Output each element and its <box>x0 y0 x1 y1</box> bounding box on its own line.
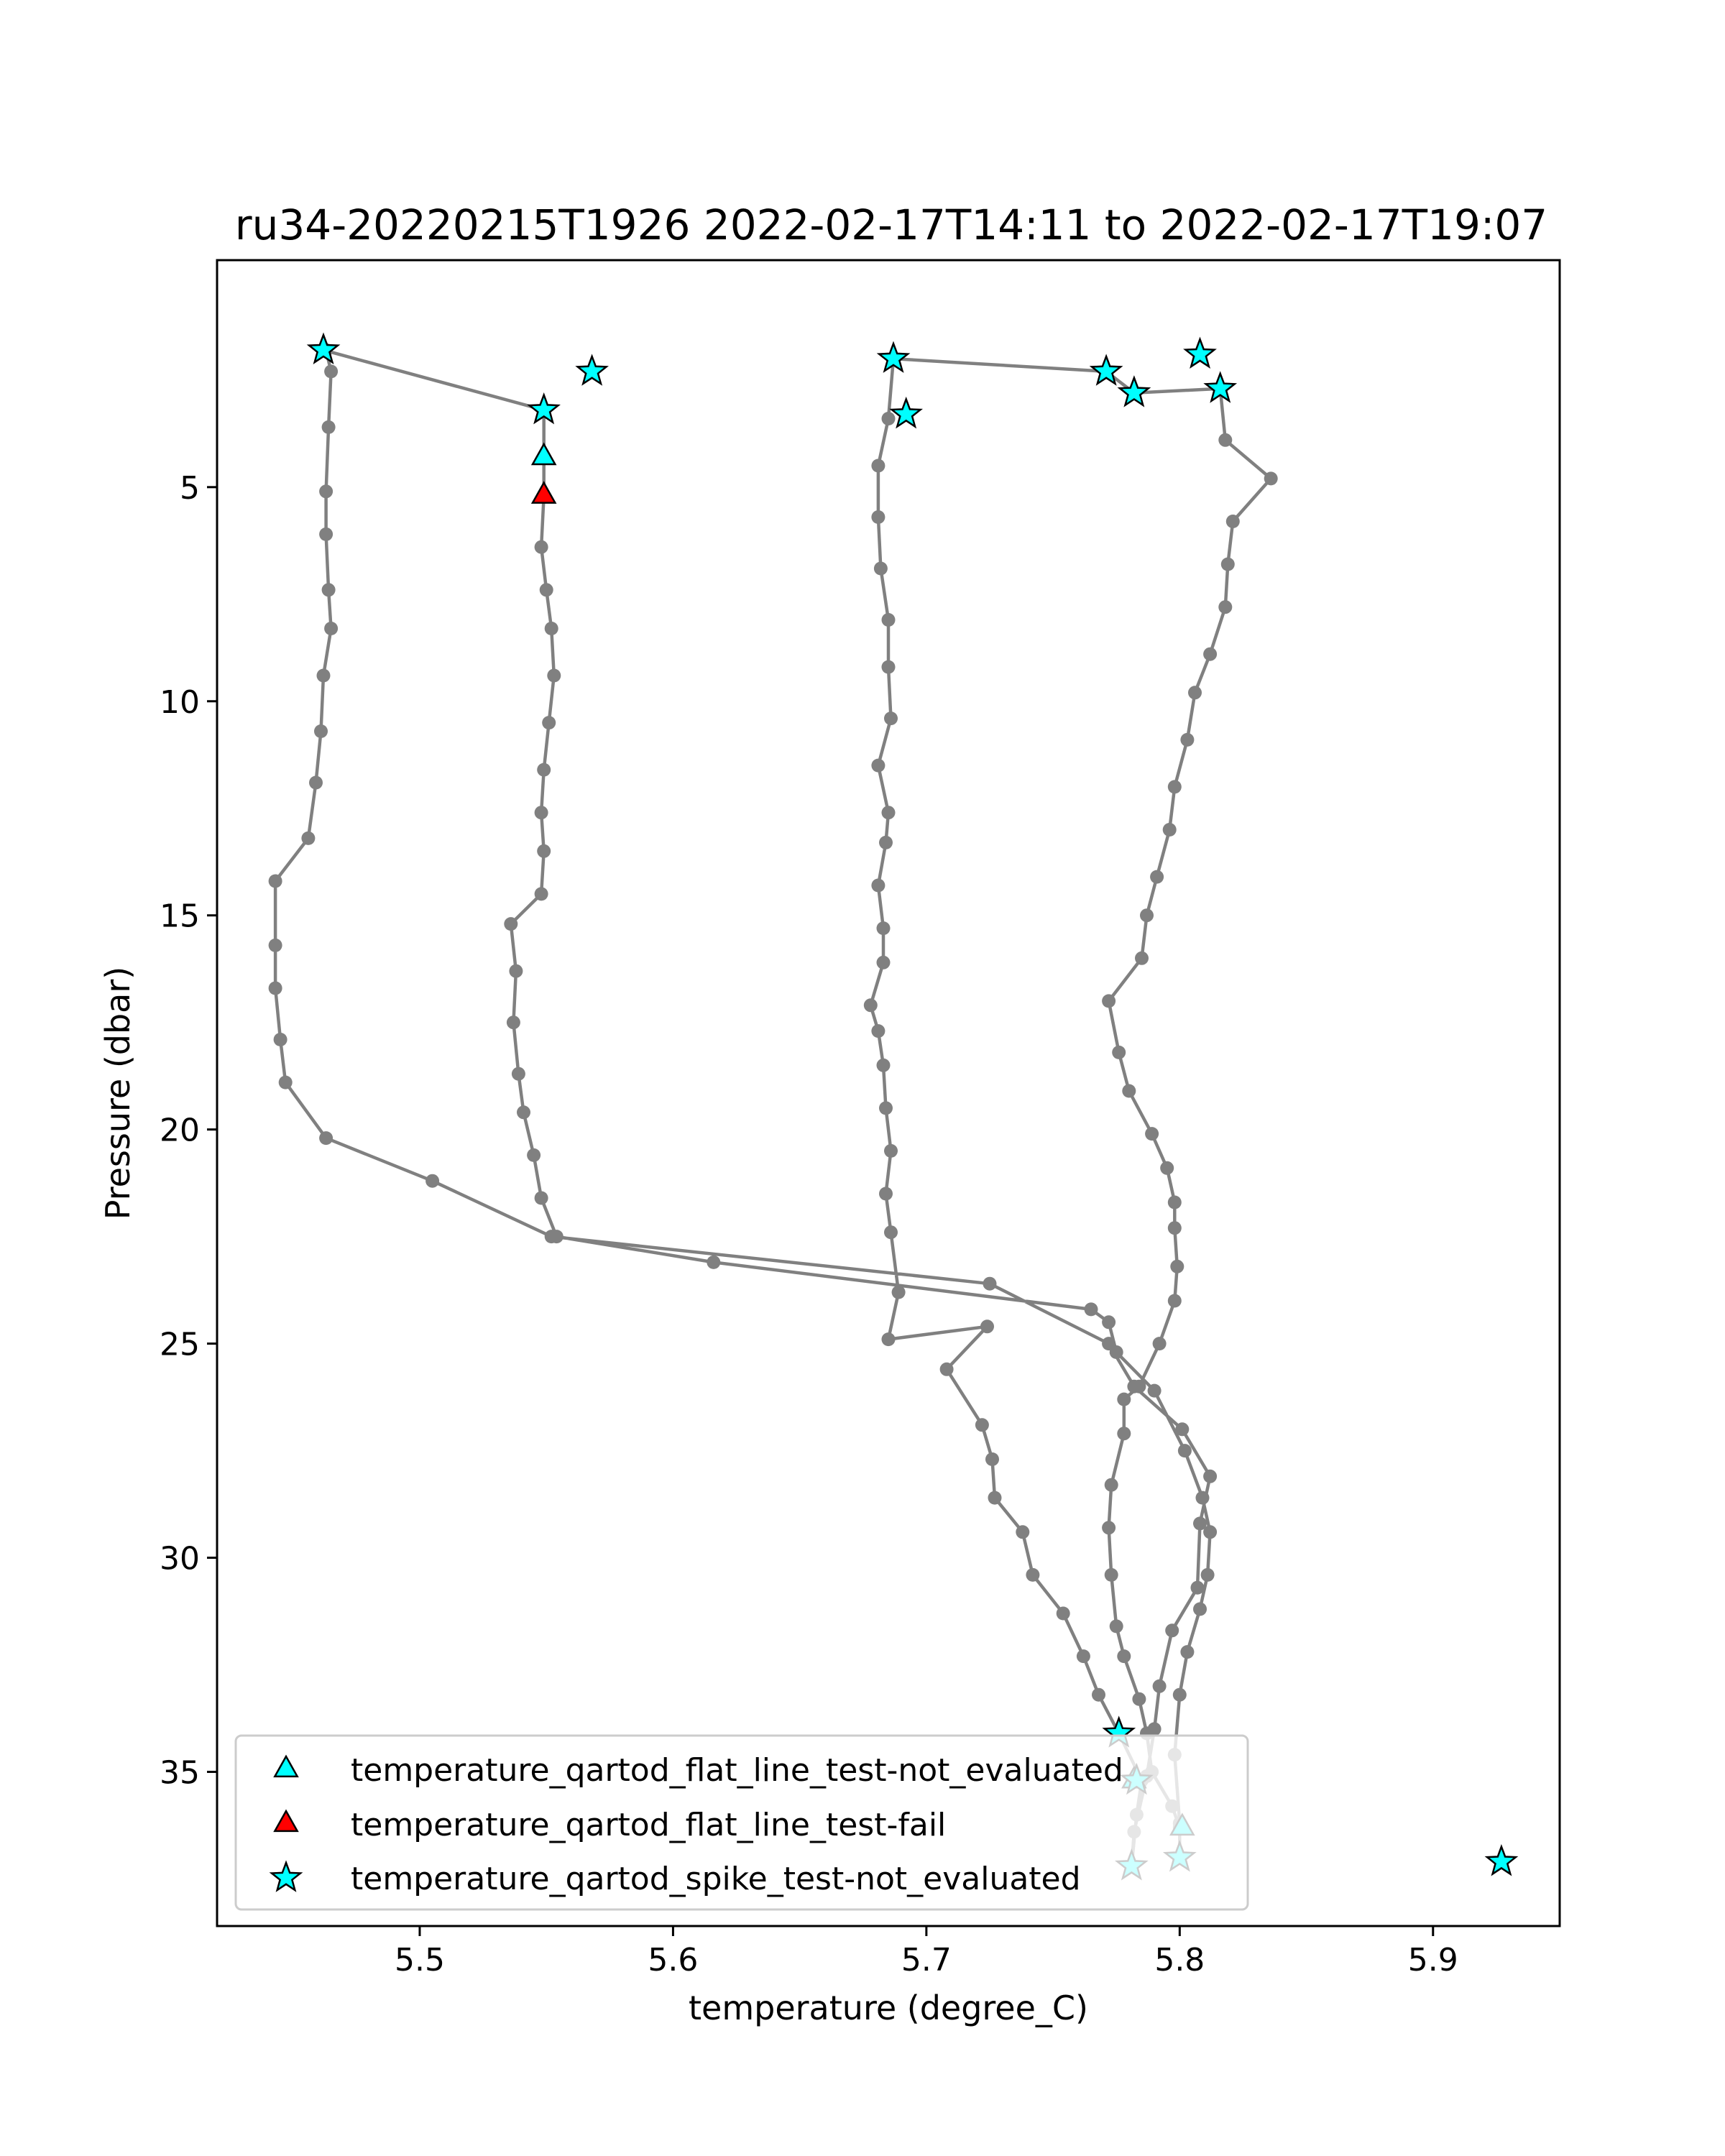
data-point <box>279 1076 293 1089</box>
data-point <box>1168 1196 1182 1210</box>
data-point <box>871 1024 885 1038</box>
data-point <box>319 1131 333 1145</box>
data-point <box>1132 1692 1146 1706</box>
data-point <box>871 759 885 773</box>
data-point <box>1153 1337 1167 1350</box>
data-point <box>985 1452 999 1466</box>
data-point <box>1140 908 1154 922</box>
y-tick-label: 25 <box>160 1326 200 1363</box>
data-point <box>1102 994 1116 1008</box>
data-point <box>871 510 885 524</box>
data-point <box>1057 1607 1070 1621</box>
y-axis-label: Pressure (dbar) <box>98 966 137 1220</box>
data-point <box>512 1067 525 1081</box>
y-axis <box>160 470 217 1792</box>
y-tick-label: 30 <box>160 1540 200 1577</box>
data-point <box>1196 1491 1210 1505</box>
x-tick-label: 5.8 <box>1154 1942 1205 1978</box>
legend-label: temperature_qartod_flat_line_test-not_evaluated <box>351 1752 1123 1789</box>
y-tick-label: 20 <box>160 1112 200 1149</box>
y-tick-label: 35 <box>160 1754 200 1792</box>
data-point <box>1160 1161 1174 1175</box>
data-point <box>882 412 896 425</box>
data-point <box>535 887 548 900</box>
data-point <box>1165 1623 1179 1637</box>
data-point <box>309 776 323 790</box>
x-tick-label: 5.5 <box>394 1942 445 1978</box>
data-point <box>1203 648 1217 661</box>
data-point <box>1173 1688 1187 1702</box>
data-point <box>877 921 891 935</box>
x-tick-label: 5.9 <box>1407 1942 1458 1978</box>
data-point <box>1178 1444 1192 1457</box>
legend <box>236 1736 1248 1909</box>
x-tick-label: 5.6 <box>648 1942 699 1978</box>
data-point <box>324 622 338 635</box>
plot-area <box>269 335 1516 1879</box>
data-point <box>871 879 885 893</box>
data-point <box>542 716 556 729</box>
data-point <box>892 1286 906 1299</box>
data-point <box>1112 1046 1126 1059</box>
data-point <box>1201 1568 1215 1582</box>
data-point <box>301 831 315 845</box>
data-point <box>509 964 523 978</box>
data-point <box>1218 600 1232 614</box>
data-point <box>1180 1645 1194 1659</box>
data-point <box>545 622 558 635</box>
x-tick-label: 5.7 <box>901 1942 952 1978</box>
data-point <box>319 484 333 498</box>
data-point <box>877 956 891 969</box>
data-point <box>535 1192 548 1205</box>
spike-not-evaluated-marker <box>1487 1847 1516 1874</box>
data-point <box>269 939 282 952</box>
data-point <box>269 982 282 995</box>
data-point <box>988 1491 1002 1505</box>
data-point <box>1180 733 1194 747</box>
y-tick-label: 5 <box>180 469 200 507</box>
data-point <box>1193 1603 1207 1616</box>
data-point <box>535 540 548 554</box>
data-point <box>1264 471 1278 485</box>
legend-label: temperature_qartod_spike_test-not_evaluated <box>351 1861 1081 1897</box>
data-point <box>1191 1581 1205 1595</box>
data-point <box>1170 1260 1184 1273</box>
data-point <box>1221 558 1235 571</box>
data-point <box>426 1174 439 1188</box>
x-axis <box>395 1926 1458 1978</box>
data-point <box>940 1363 954 1376</box>
data-point <box>274 1033 288 1046</box>
chart-title: ru34-20220215T1926 2022-02-17T14:11 to 2022-02-17T19:07 <box>234 201 1548 249</box>
data-point <box>269 875 282 888</box>
data-point <box>317 669 331 683</box>
data-point <box>1105 1478 1118 1492</box>
data-point <box>540 583 553 596</box>
data-point <box>537 763 551 777</box>
data-point <box>1105 1568 1118 1582</box>
data-point <box>1168 1221 1182 1235</box>
data-point <box>884 711 898 725</box>
data-point <box>884 1144 898 1158</box>
data-point <box>1102 1315 1116 1329</box>
data-point <box>874 562 888 576</box>
data-point <box>1092 1688 1105 1702</box>
data-point <box>1117 1393 1131 1406</box>
data-point <box>1085 1302 1098 1316</box>
data-point <box>1117 1427 1131 1440</box>
data-point <box>1163 823 1177 837</box>
data-point <box>1188 686 1202 699</box>
data-point <box>1122 1084 1136 1098</box>
data-point <box>864 998 878 1012</box>
data-point <box>983 1277 997 1291</box>
data-point <box>547 669 561 683</box>
data-point <box>1026 1568 1039 1582</box>
legend-label: temperature_qartod_flat_line_test-fail <box>351 1807 947 1843</box>
data-point <box>1203 1470 1217 1483</box>
data-point <box>535 806 548 819</box>
y-tick-label: 10 <box>160 683 200 721</box>
data-point <box>1168 1294 1182 1308</box>
y-tick-label: 15 <box>160 898 200 935</box>
data-point <box>879 836 893 849</box>
data-point <box>314 724 328 738</box>
data-point <box>507 1015 520 1029</box>
data-point <box>1077 1649 1090 1663</box>
data-point <box>877 1059 891 1072</box>
data-point <box>319 528 333 541</box>
data-point <box>504 917 518 931</box>
data-point <box>1150 870 1164 884</box>
data-point <box>884 1225 898 1239</box>
profile-line <box>275 350 1271 1866</box>
data-point <box>324 364 338 378</box>
data-point <box>975 1418 989 1432</box>
data-point <box>517 1105 530 1119</box>
data-point <box>879 1101 893 1115</box>
data-point <box>1218 433 1232 447</box>
data-point <box>1016 1525 1029 1539</box>
plot-frame <box>217 260 1560 1926</box>
data-point <box>980 1319 994 1333</box>
data-point <box>1203 1525 1217 1539</box>
data-point <box>537 844 551 858</box>
data-point <box>1102 1521 1116 1534</box>
flat-line-fail-marker <box>533 483 555 503</box>
data-point <box>1117 1649 1131 1663</box>
data-point <box>879 1187 893 1201</box>
data-point <box>1226 515 1240 528</box>
data-point <box>527 1148 540 1162</box>
data-point <box>1110 1619 1123 1633</box>
data-point <box>1110 1345 1123 1359</box>
spike-not-evaluated-marker <box>578 356 607 384</box>
data-point <box>550 1230 564 1243</box>
data-point <box>1175 1422 1189 1436</box>
spike-not-evaluated-marker <box>309 335 338 362</box>
data-point <box>1153 1680 1167 1693</box>
spike-not-evaluated-marker <box>1186 339 1215 367</box>
data-point <box>1168 780 1182 793</box>
spike-not-evaluated-marker <box>892 400 921 427</box>
data-point <box>871 459 885 473</box>
data-point <box>1132 1380 1146 1393</box>
data-point <box>882 660 896 674</box>
x-axis-label: temperature (degree_C) <box>689 1989 1088 2027</box>
flat-line-not-evaluated-marker <box>533 444 555 464</box>
spike-not-evaluated-marker <box>1120 378 1149 405</box>
data-point <box>882 613 896 627</box>
data-point <box>882 806 896 819</box>
data-point <box>1135 952 1149 965</box>
data-point <box>1145 1127 1159 1141</box>
data-point <box>322 420 336 434</box>
data-point <box>322 583 336 596</box>
data-point <box>1148 1384 1162 1398</box>
data-point <box>882 1332 896 1346</box>
data-point <box>707 1256 720 1269</box>
